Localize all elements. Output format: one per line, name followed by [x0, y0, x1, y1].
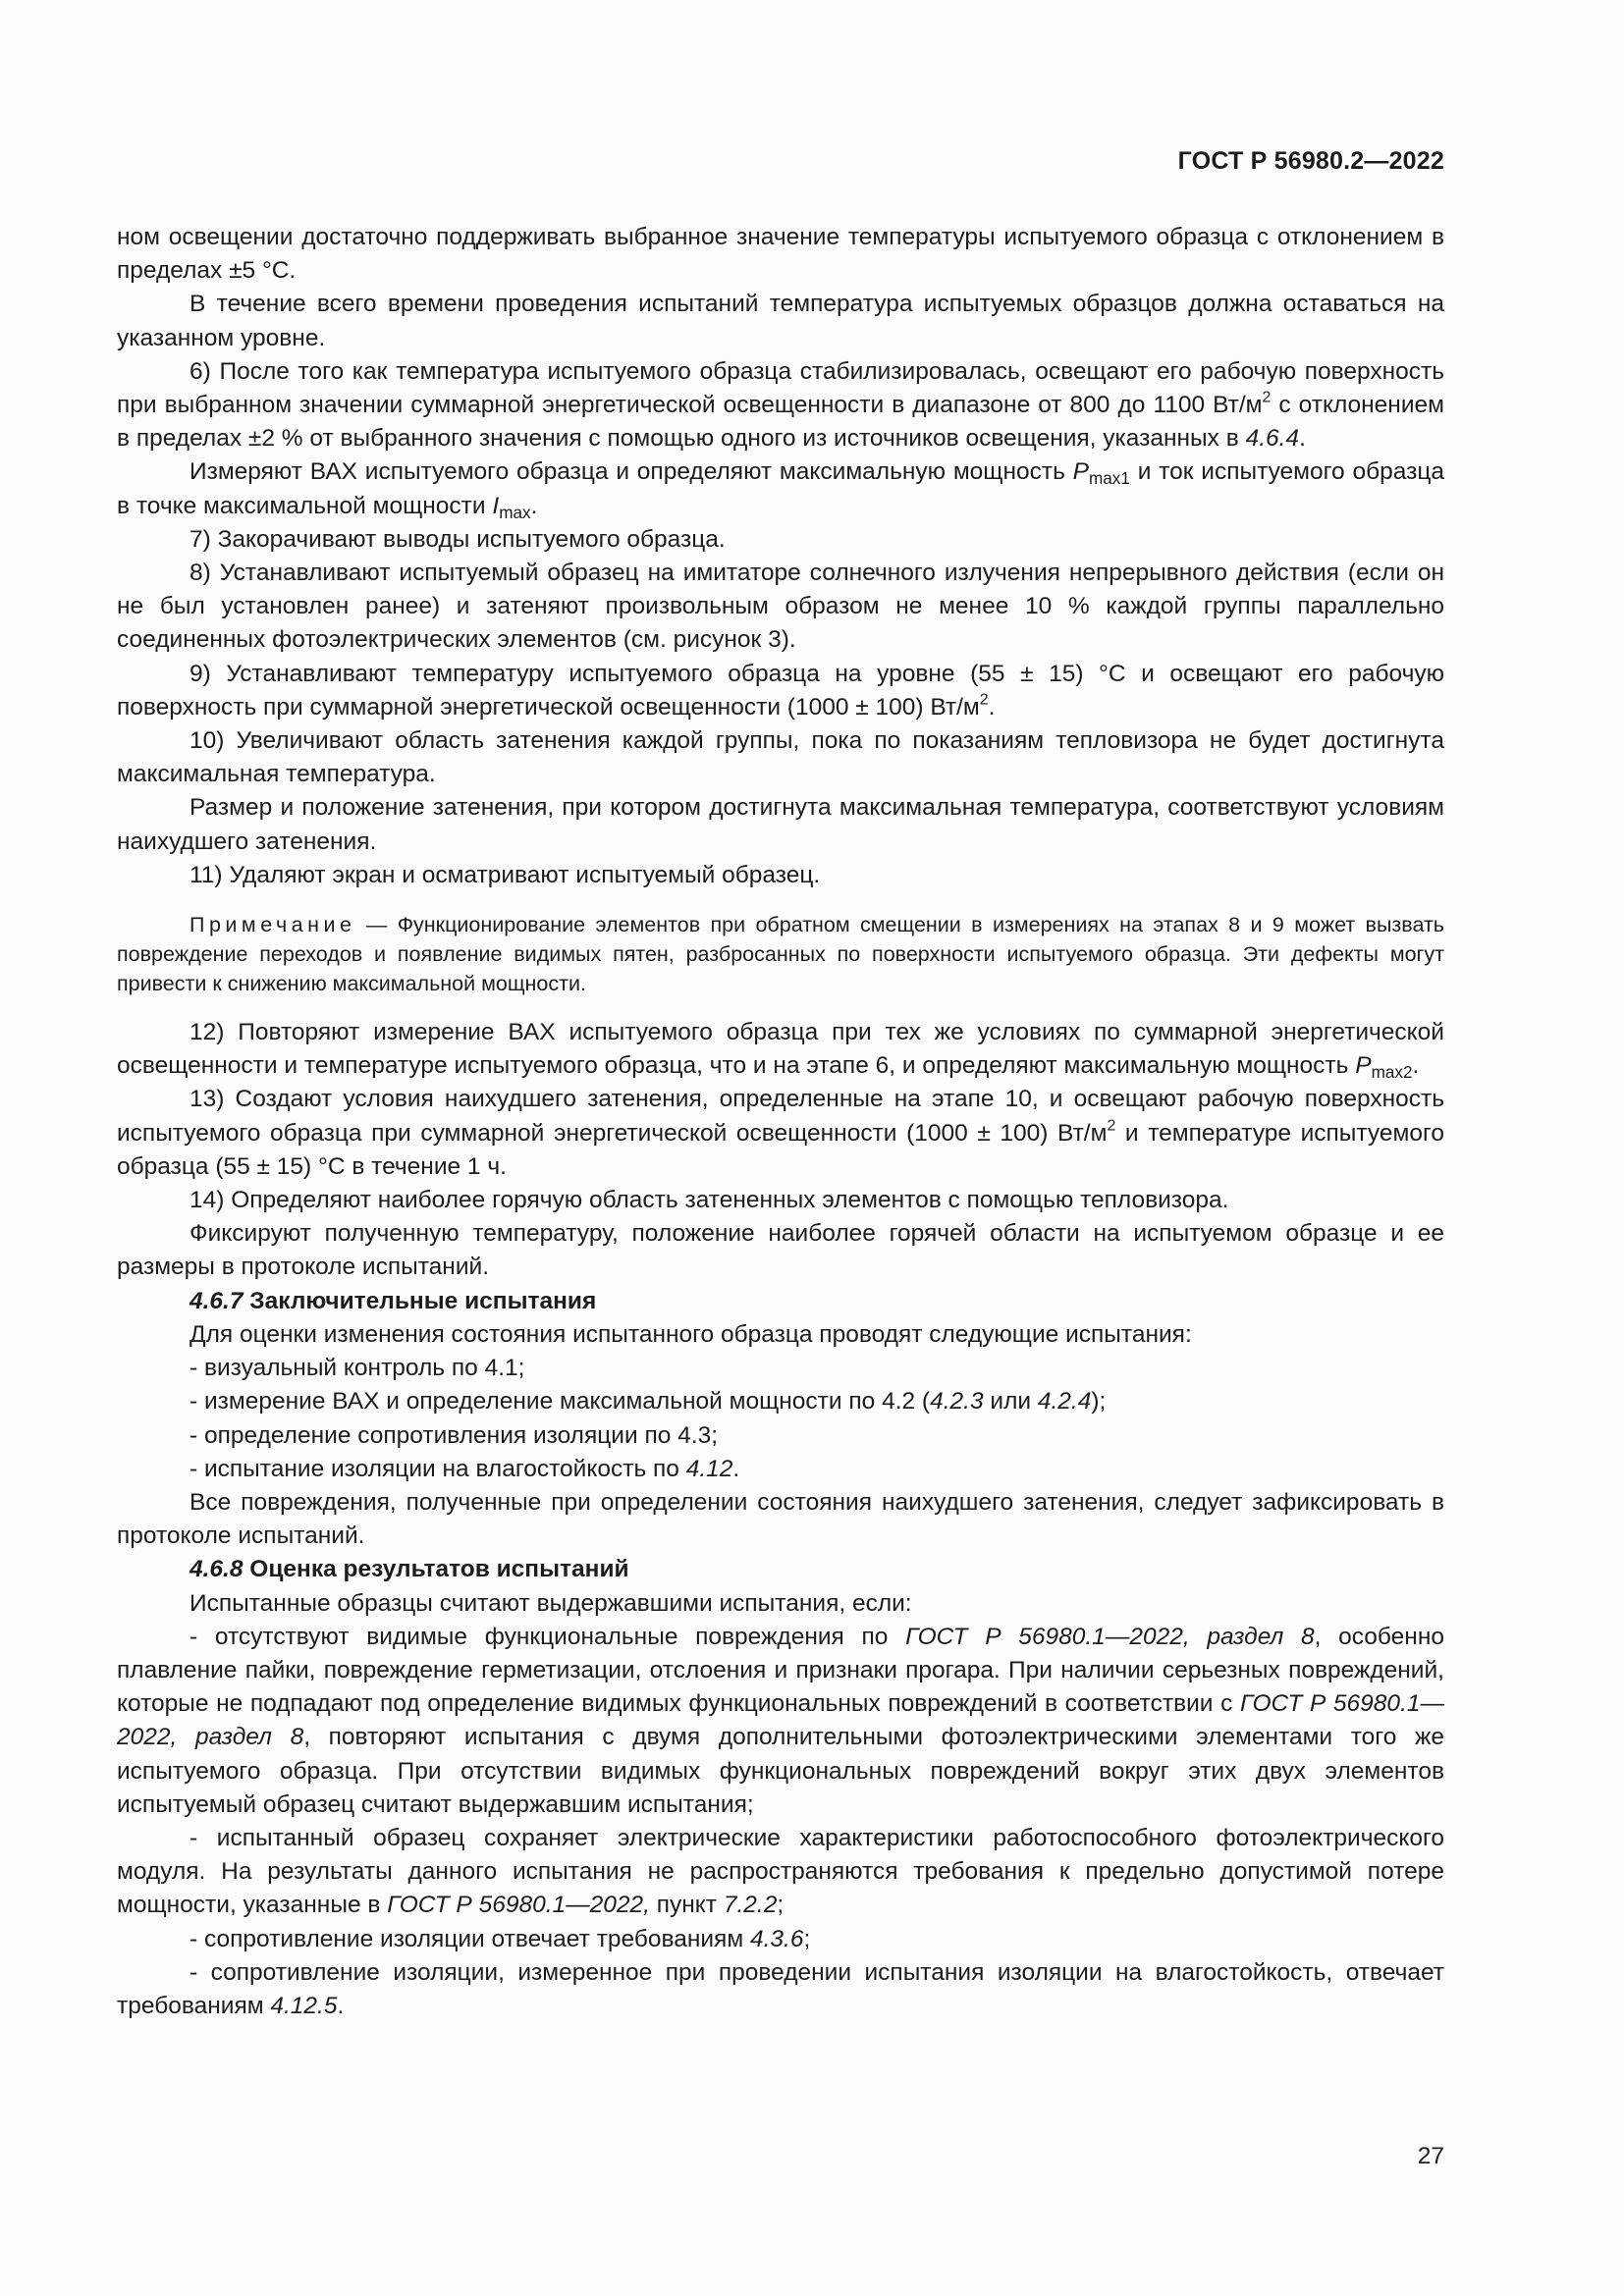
subscript: max2 — [1371, 1062, 1413, 1083]
step-12 — [117, 1016, 1444, 1083]
text-run: . — [337, 1992, 345, 2019]
text-run: - измерение ВАХ и определение максимальной мощности по 4.2 ( — [189, 1388, 931, 1415]
step-14: 14) Определяют наиболее горячую область затененных элементов с помощью тепловизора. — [189, 1187, 1229, 1214]
text-run: и ток испытуемого образца в точке максимальной мощности — [117, 458, 1445, 519]
text-run: и температуре испытуемого образца (55 ± 15) °С в течение 1 ч. — [117, 1119, 1444, 1180]
document-body — [117, 221, 1444, 2023]
section-heading-4-6-7 — [117, 1285, 1444, 1318]
text-run: 12) Повторяют измерение ВАХ испытуемого образца при тех же условиях по суммарной энергетической освещенности и температуре испытуемого образца, что и на этапе 6, и определяют максимальную мощность — [117, 1019, 1444, 1080]
section-heading-4-6-8 — [117, 1553, 1444, 1586]
note-label: Примечание — [189, 913, 356, 937]
symbol: P — [1072, 458, 1089, 486]
text-run: - отсутствуют видимые функциональные повреждения по — [189, 1623, 906, 1650]
step-13 — [117, 1083, 1444, 1184]
text-run: . — [1299, 425, 1306, 453]
paragraph: Испытанные образцы считают выдержавшими испытания, если: — [189, 1589, 912, 1617]
clause-ref: 4.6.4 — [1245, 425, 1300, 453]
text-run: 6) После того как температура испытуемого образца стабилизировалась, освещают его рабочую поверхность при выбранном значении суммарной энергетической освещенности в диапазоне от 800 до 1100 Вт/м — [117, 357, 1444, 419]
text-run: ; — [777, 1892, 785, 1919]
list-item: - визуальный контроль по 4.1; — [189, 1355, 525, 1382]
text-run: . — [732, 1455, 740, 1482]
document-code-header: ГОСТ Р 56980.2—2022 — [1177, 147, 1444, 175]
text-run: , повторяют испытания с двумя дополнительными фотоэлектрическими элементами того же испытуемого образца. При отсутствии видимых функциональных повреждений вокруг этих двух элементов испытуемый образец считают выдержавшим испытания; — [117, 1724, 1444, 1818]
subscript: max — [499, 502, 531, 522]
paragraph: Для оценки изменения состояния испытанного образца проводят следующие испытания: — [189, 1320, 1192, 1348]
step-8: 8) Устанавливают испытуемый образец на имитаторе солнечного излучения непрерывного действия (если он не был установлен ранее) и затеняют произвольным образом не менее 10 % каждой группы параллельно соединенных фотоэлектрических элементов (см. рисунок 3). — [117, 560, 1444, 654]
text-run: с отклонением в пределах ±2 % от выбранного значения с помощью одного из источников освещения, указанных в — [117, 392, 1444, 453]
list-item — [117, 1923, 1444, 1956]
clause-ref: 4.12.5 — [270, 1992, 338, 2019]
superscript: 2 — [1107, 1117, 1116, 1135]
standard-ref: ГОСТ Р 56980.1—2022, раздел 8 — [117, 1690, 1444, 1751]
text-run: , особенно плавление пайки, повреждение герметизации, отслоения и признаки прогара. При наличии серьезных повреждений, которые не подпадают под определение видимых функциональных повреждений в соответствии с — [117, 1623, 1444, 1718]
text-run: - сопротивление изоляции, измеренное при проведении испытания изоляции на влагостойкость, отвечает требованиям — [117, 1958, 1444, 2019]
list-item — [117, 1956, 1444, 2023]
text-run: ); — [1091, 1388, 1107, 1415]
paragraph: Фиксируют полученную температуру, положение наиболее горячей области на испытуемом образце и ее размеры в протоколе испытаний. — [117, 1220, 1444, 1281]
superscript: 2 — [1262, 389, 1272, 406]
text-run: Измеряют ВАХ испытуемого образца и определяют максимальную мощность — [189, 458, 1073, 486]
list-item — [117, 1822, 1444, 1923]
section-title: Оценка результатов испытаний — [243, 1556, 629, 1583]
text-run: - сопротивление изоляции отвечает требованиям — [189, 1925, 750, 1952]
section-title: Заключительные испытания — [243, 1287, 597, 1314]
list-item: - определение сопротивления изоляции по 4.3; — [189, 1421, 719, 1449]
text-run: или — [983, 1388, 1038, 1415]
text-run: - испытанный образец сохраняет электрические характеристики работоспособного фотоэлектрического модуля. На результаты данного испытания не распространяются требования к предельно допустимой потере мощности, указанные в — [117, 1824, 1444, 1919]
paragraph: ном освещении достаточно поддерживать выбранное значение температуры испытуемого образца с отклонением в пределах ±5 °С. — [117, 224, 1444, 285]
note-text: — Функционирование элементов при обратном смещении в измерениях на этапах 8 и 9 может вызвать повреждение переходов и появление видимых пятен, разбросанных по поверхности испытуемого образца. Эти дефекты могут привести к снижению максимальной мощности. — [117, 913, 1444, 996]
clause-ref: 4.3.6 — [749, 1925, 804, 1952]
page-number: 27 — [1417, 2143, 1444, 2169]
paragraph: Размер и положение затенения, при котором достигнута максимальная температура, соответствуют условиям наихудшего затенения. — [117, 794, 1444, 855]
list-item — [117, 1621, 1444, 1822]
text-run: . — [530, 492, 538, 519]
step-7: 7) Закорачивают выводы испытуемого образца. — [189, 525, 726, 553]
clause-ref: 7.2.2 — [723, 1892, 778, 1919]
clause-ref: 4.2.4 — [1037, 1388, 1092, 1415]
step-6 — [117, 355, 1444, 456]
subscript: max1 — [1088, 468, 1130, 489]
step-11: 11) Удаляют экран и осматривают испытуемый образец. — [189, 861, 821, 888]
note — [117, 910, 1444, 998]
text-run: пункт — [649, 1892, 724, 1919]
clause-ref: 4.12 — [685, 1455, 733, 1482]
symbol: I — [492, 492, 500, 519]
superscript: 2 — [979, 691, 989, 709]
text-run: 9) Устанавливают температуру испытуемого образца на уровне (55 ± 15) °С и освещают его рабочую поверхность при суммарной энергетической освещенности (1000 ± 100) Вт/м — [117, 660, 1444, 721]
paragraph — [117, 455, 1444, 522]
text-run: 13) Создают условия наихудшего затенения, определенные на этапе 10, и освещают рабочую поверхность испытуемого образца при суммарной энергетической освещенности (1000 ± 100) Вт/м — [117, 1086, 1444, 1147]
symbol: P — [1355, 1052, 1372, 1080]
text-run: . — [1412, 1052, 1420, 1080]
paragraph: В течение всего времени проведения испытаний температура испытуемых образцов должна оставаться на указанном уровне. — [117, 291, 1444, 351]
list-item — [117, 1385, 1444, 1418]
list-item — [117, 1453, 1444, 1486]
clause-ref: 4.2.3 — [930, 1388, 984, 1415]
text-run: . — [988, 693, 996, 721]
step-9 — [117, 658, 1444, 724]
section-number: 4.6.8 — [189, 1556, 244, 1583]
step-10: 10) Увеличивают область затенения каждой группы, пока по показаниям тепловизора не будет достигнута максимальная температура. — [117, 727, 1444, 788]
text-run: - испытание изоляции на влагостойкость по — [189, 1455, 686, 1482]
section-number: 4.6.7 — [189, 1287, 244, 1314]
standard-ref: ГОСТ Р 56980.1—2022, — [387, 1892, 650, 1919]
paragraph: Все повреждения, полученные при определении состояния наихудшего затенения, следует зафиксировать в протоколе испытаний. — [117, 1488, 1444, 1550]
text-run: ; — [803, 1925, 811, 1952]
standard-ref: ГОСТ Р 56980.1—2022, раздел 8 — [905, 1623, 1315, 1650]
